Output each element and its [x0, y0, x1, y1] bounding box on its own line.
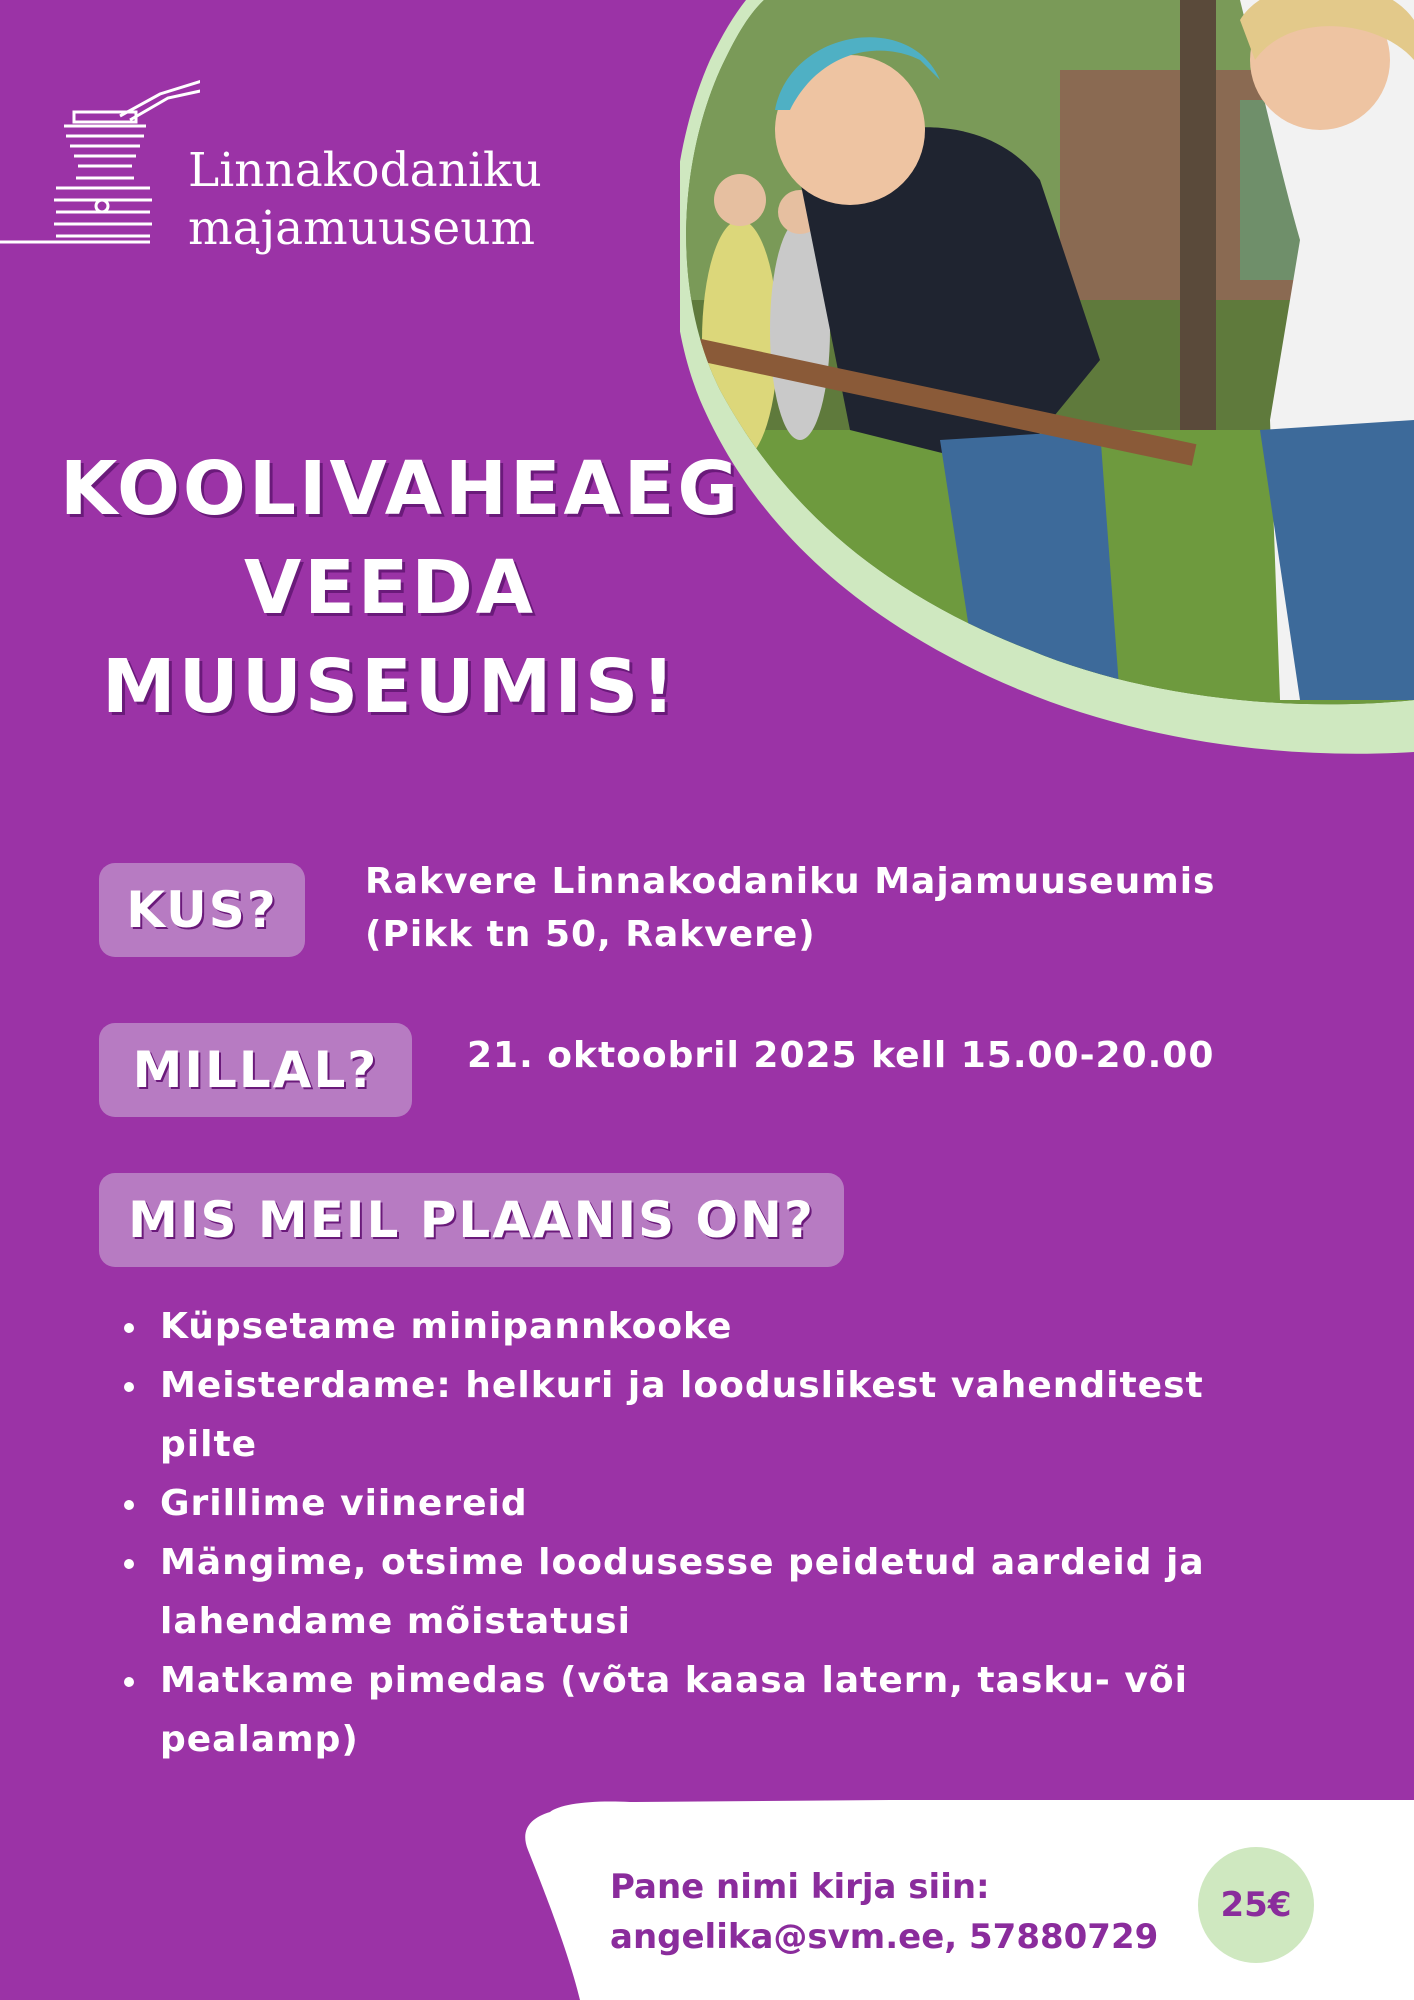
signup-info [610, 1862, 1158, 1962]
museum-name-line2: majamuuseum [188, 201, 536, 256]
where-label: KUS? [99, 863, 305, 957]
children-playing-photo [680, 0, 1414, 760]
signup-footer [520, 1800, 1414, 2000]
headline-line1: KOOLIVAHEAEG [60, 446, 742, 532]
signup-line1: Pane nimi kirja siin: [610, 1867, 990, 1907]
hero-photo [680, 0, 1414, 760]
list-item: Küpsetame minipannkooke [120, 1297, 1300, 1356]
coffee-grinder-icon [0, 76, 200, 256]
headline [60, 440, 742, 737]
museum-name [188, 142, 542, 258]
when-info: 21. oktoobril 2025 kell 15.00-20.00 [467, 1035, 1215, 1076]
when-label: MILLAL? [99, 1023, 412, 1117]
list-item: Mängime, otsime loodusesse peidetud aardeid ja lahendame mõistatusi [120, 1533, 1300, 1651]
list-item: Grillime viinereid [120, 1474, 1300, 1533]
plans-label: MIS MEIL PLAANIS ON? [99, 1173, 844, 1267]
headline-line2: VEEDA [243, 545, 537, 631]
price-badge: 25€ [1198, 1847, 1314, 1963]
list-item: Meisterdame: helkuri ja looduslikest vahenditest pilte [120, 1356, 1300, 1474]
list-item: Matkame pimedas (võta kaasa latern, tasku- või pealamp) [120, 1651, 1300, 1769]
museum-logo [0, 76, 620, 256]
plans-list [120, 1297, 1300, 1769]
museum-name-line1: Linnakodaniku [188, 143, 542, 198]
where-line2: (Pikk tn 50, Rakvere) [365, 914, 816, 955]
where-info [365, 855, 1215, 961]
signup-contact[interactable]: angelika@svm.ee, 57880729 [610, 1917, 1159, 1957]
headline-line3: MUUSEUMIS! [102, 644, 678, 730]
where-line1: Rakvere Linnakodaniku Majamuuseumis [365, 861, 1216, 902]
